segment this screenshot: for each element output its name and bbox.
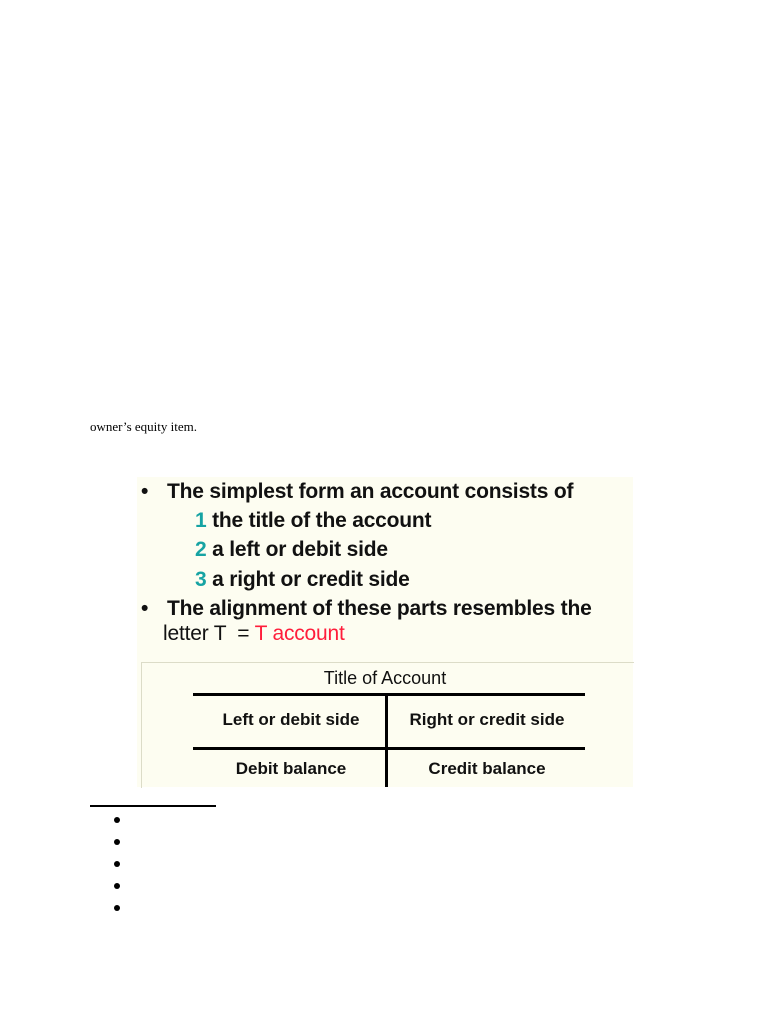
item-text: the title of the account [212, 509, 432, 532]
t-account-slide [137, 477, 633, 787]
item-text: a left or debit side [212, 538, 388, 561]
item-number: 2 [195, 538, 207, 561]
numbered-item-1 [195, 509, 431, 533]
bullet-marker: • [141, 597, 149, 620]
left-debit-header: Left or debit side [222, 710, 360, 729]
t-account-middle-rule [193, 747, 585, 750]
bullet-alignment [141, 597, 592, 621]
bullet-simplest-form [141, 480, 573, 504]
item-number: 3 [195, 568, 207, 591]
bullet-marker: • [141, 480, 149, 503]
numbered-item-3 [195, 568, 410, 592]
t-account-highlight: T account [254, 622, 345, 645]
bullet-alignment-continued [163, 622, 345, 646]
item-number: 1 [195, 509, 207, 532]
debit-balance-label: Debit balance [235, 759, 347, 778]
bullet-text: The alignment of these parts resembles the [167, 597, 592, 620]
body-paragraph: owner’s equity item. [90, 419, 197, 434]
footnote-separator [90, 805, 216, 807]
t-account-top-rule [193, 693, 585, 696]
letter-t-text: letter T = [163, 622, 255, 645]
t-account-title: Title of Account [323, 668, 447, 688]
numbered-item-2 [195, 538, 388, 562]
right-credit-header: Right or credit side [409, 710, 565, 729]
bullet-text: The simplest form an account consists of [167, 480, 574, 503]
credit-balance-label: Credit balance [428, 759, 546, 778]
item-text: a right or credit side [212, 568, 410, 591]
